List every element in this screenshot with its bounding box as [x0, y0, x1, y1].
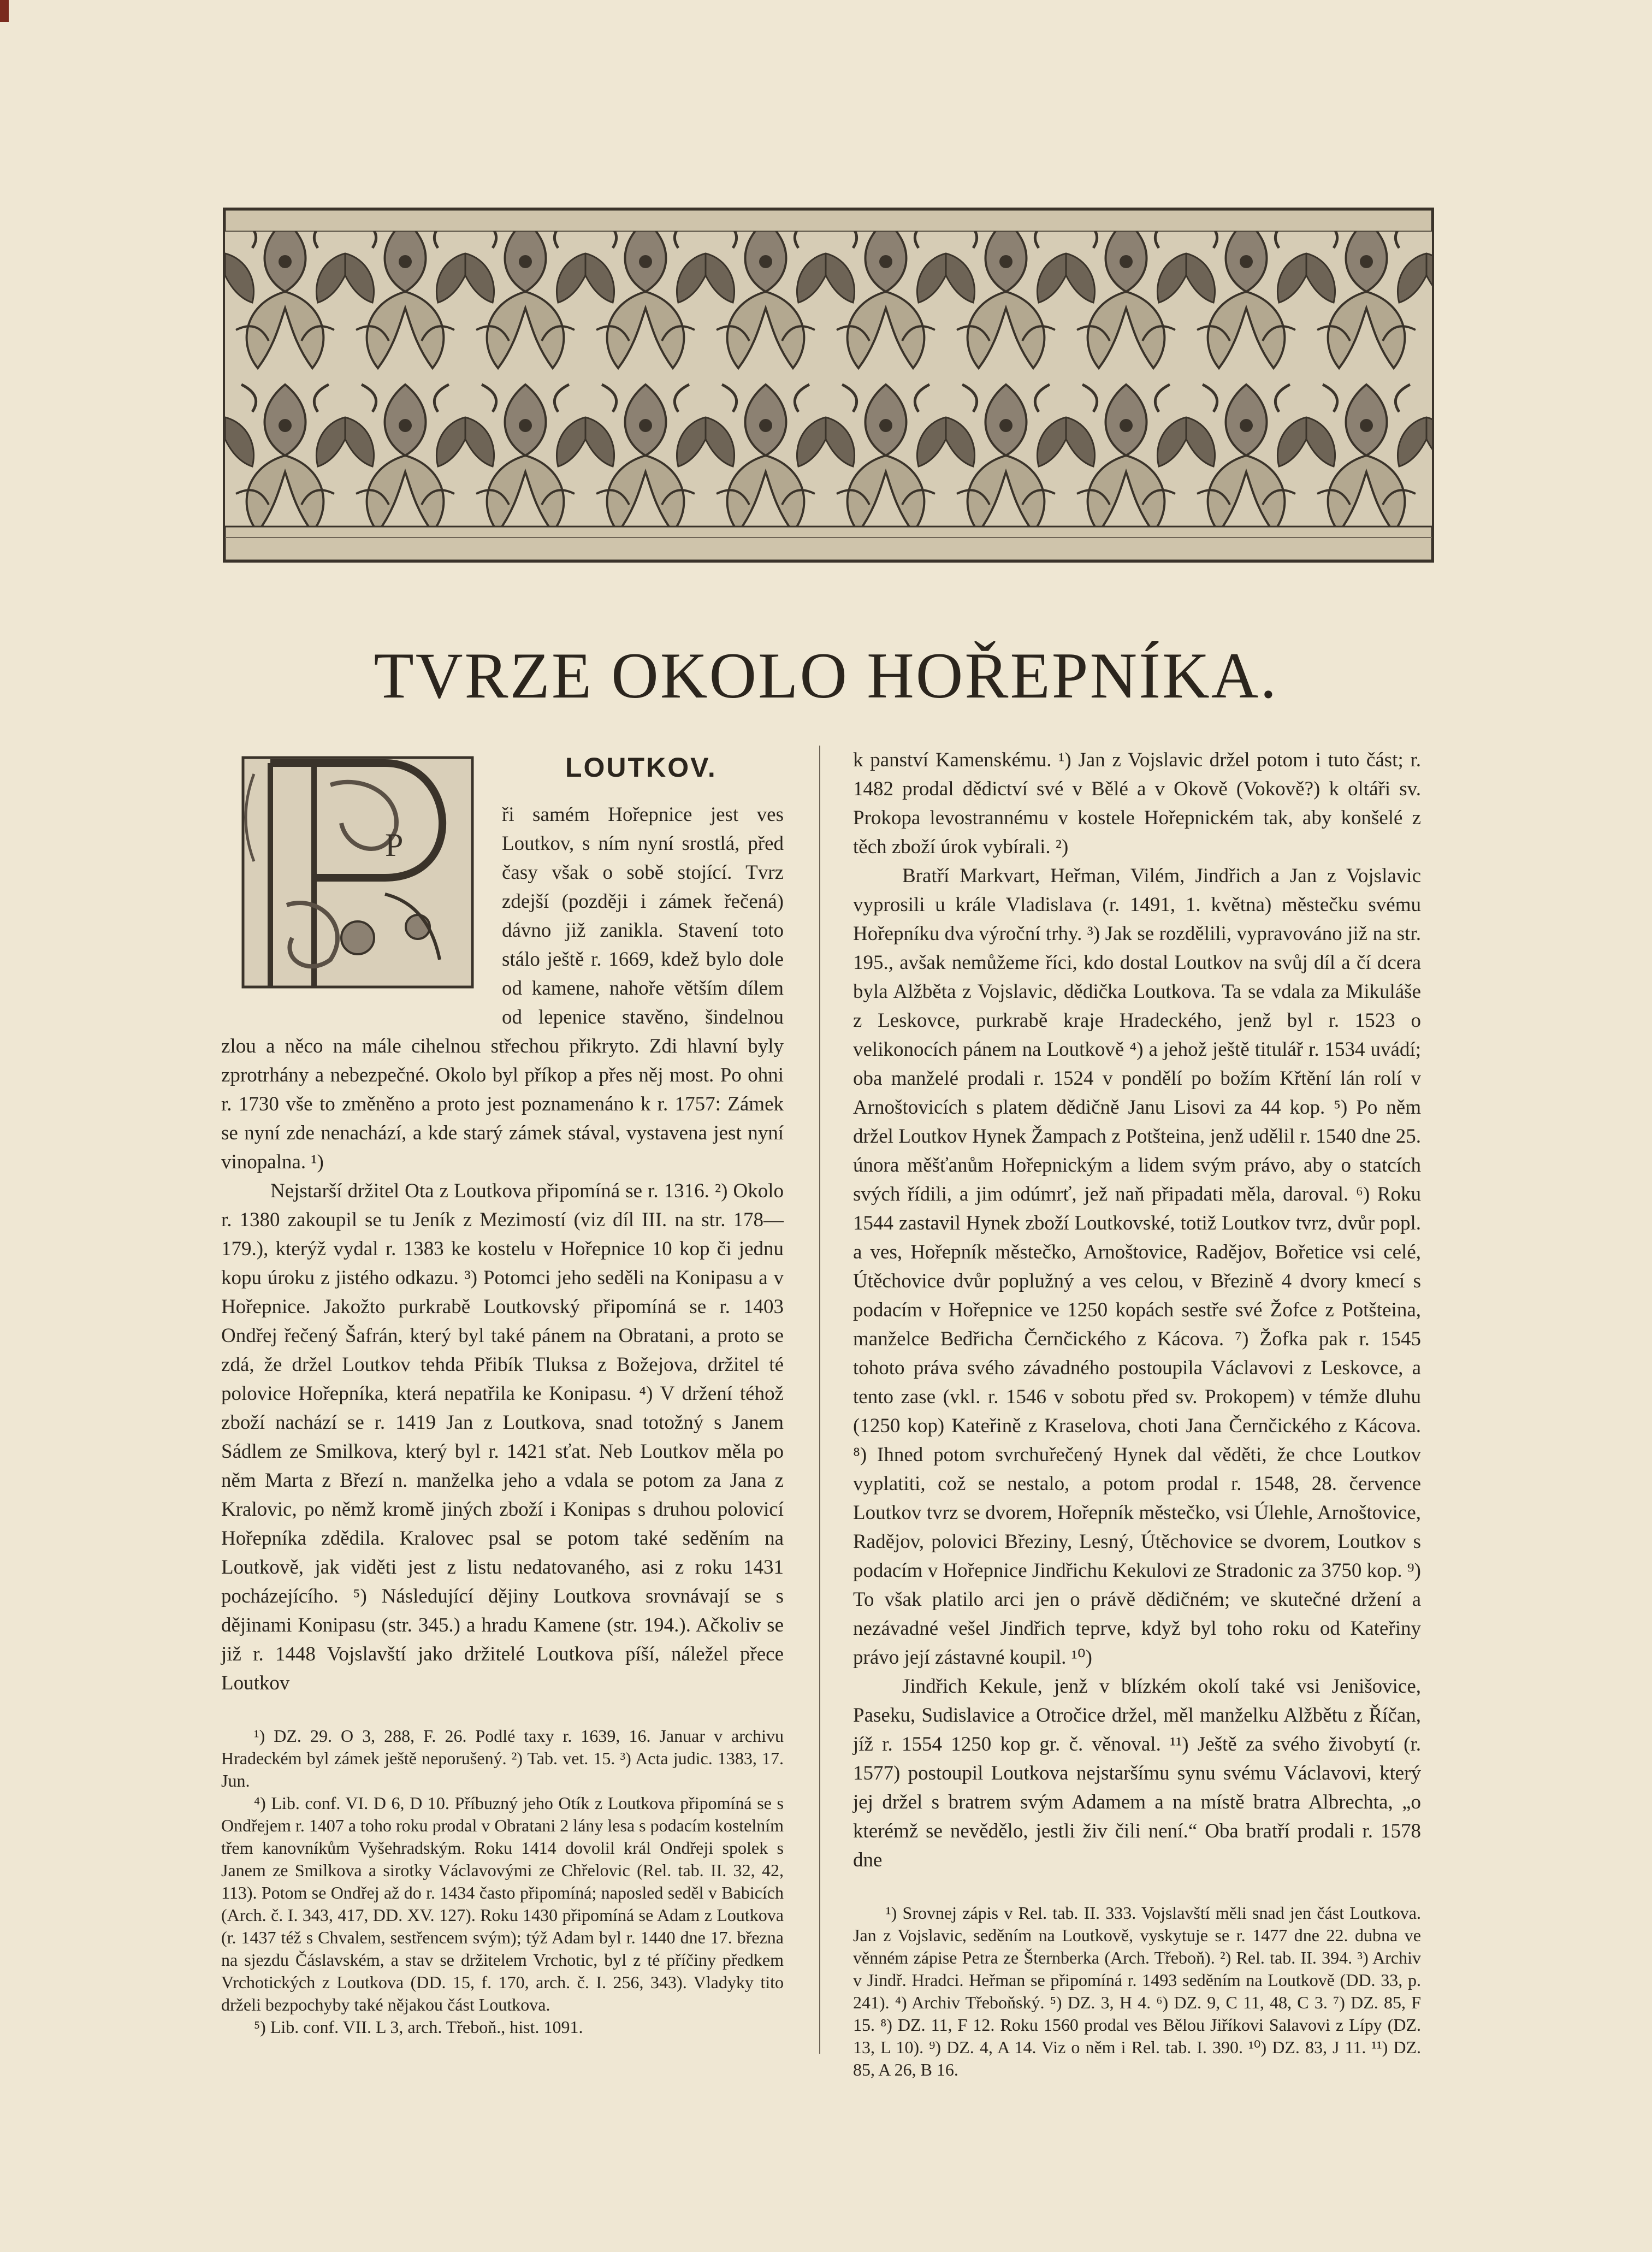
right-paragraph-2: Bratří Markvart, Heřman, Vilém, Jindřich a Jan z Vojslavic vyprosili u krále Vladislava (r. 1491, 1. května) městečku svému Hořepníku dva výroční trhy. ³) Jak se rozdělili, vypravováno již na str. 195., avšak nemůžeme říci, kdo dostal Loutkov na svůj díl a čí dcera byla Alžběta z Vojslavic, dědička Loutkova. Ta se vdala za Mikuláše z Leskovce, purkrabě kraje Hradeckého, jenž byl r. 1523 o velikonocích pánem na Loutkově ⁴) a jehož ještě titulář r. 1534 uvádí; oba manželé prodali r. 1524 v pondělí po božím Křtění lán rolí v Arnoštovicích s platem dědičně Janu Lisovi za 44 kop. ⁵) Po něm držel Loutkov Hynek Žampach z Potšteina, jenž udělil r. 1540 dne 25. února měšťanům Hořepnickým a lidem svým právo, aby o statcích svých řídili, a jim odúmrť, jež naň připadati měla, daroval. ⁶) Roku 1544 zastavil Hynek zboží Loutkovské, totiž Loutkov tvrz, dvůr popl. a ves, Hořepník městečko, Arnoštovice, Radějov, Bořetice vsi celé, Útěchovice dvůr poplužný a ves celou, v Březině 4 dvory kmecí s podacím v Hořepnice ve 1250 kopách sestře své Žofce z Potšteina, manželce Bedřicha Černčického z Kácova. ⁷) Žofka pak r. 1545 tohoto práva svého závadného postoupila Václavovi z Leskovce, a tento zase (vkl. r. 1546 v sobotu před sv. Prokopem) v témže dluhu (1250 kop) Kateřině z Kraselova, choti Jana Černčického z Kácova. ⁸) Ihned potom svrchuřečený Hynek dal věděti, že chce Loutkov vyplatiti, což se nestalo, a potom prodal r. 1548, 28. července Loutkov tvrz se dvorem, Hořepník městečko, vsi Úlehle, Arnoštovice, Radějov, polovici Březiny, Lesný, Útěchovice se dvorem, Loutkov s podacím v Hořepnice Jindřichu Kekulovi ze Stradonic za 3750 kop. ⁹) To však platilo arci jen o právě dědičném; ve skutečné držení a nezávadné vešel Jindřich teprve, když byl toho roku od Kateřiny právo její zástavné koupil. ¹⁰)	[853, 865, 1421, 1669]
right-column	[853, 746, 1421, 2081]
left-paragraph-1: ři samém Hořepnice jest ves Loutkov, s ním nyní srostlá, před časy však o sobě stojící. Tvrz zdejší (později i zámek řečená) dávno již zanikla. Stavení toto stálo ještě r. 1669, kdež bylo dole od kamene, nahoře větším dílem od lepenice stavěno, šindelnou zlou a něco na mále cihelnou střechou přikryto. Zdi hlavní byly zprotrhány a nebezpečné. Okolo byl příkop a přes něj most. Po ohni r. 1730 vše to změněno a proto jest poznamenáno k r. 1757: Zámek se nyní zde nenachází, a kde starý zámek stával, vystavena jest nyní vinopalna. ¹)	[221, 803, 784, 1173]
left-paragraph-2: Nejstarší držitel Ota z Loutkova připomíná se r. 1316. ²) Okolo r. 1380 zakoupil se tu Jeník z Mezimostí (viz díl III. na str. 178—179.), kterýž vydal r. 1383 ke kostelu v Hořepnice 10 kop či jednu kopu úroku z jistého odkazu. ³) Potomci jeho seděli na Konipasu a v Hořepnice. Jakožto purkrabě Loutkovský připomíná se r. 1403 Ondřej řečený Šafrán, který byl také pánem na Obratani, a proto se zdá, že držel Loutkov tehda Přibík Tluksa z Božejova, držitel té polovice Hořepníka, která nepatřila ke Konipasu. ⁴) V držení téhož zboží nachází se r. 1419 Jan z Loutkova, snad totožný s Janem Sádlem ze Smilkova, který byl r. 1421 sťat. Neb Loutkov měla po něm Marta z Březí n. manželka jeho a vdala se potom za Jana z Kralovic, po němž kromě jiných zboží i Konipas s druhou polovicí Hořepníka zdědila. Kralovec psal se potom také seděním na Loutkově, jak viděti jest z listu nedatovaného, asi z roku 1431 pocházejícího. ⁵) Následující dějiny Loutkova srovnávají se s dějinami Konipasu (str. 345.) a hradu Kamene (str. 194.). Ačkoliv se již r. 1448 Vojslavští jako držitelé Loutkova píší, náležel přece Loutkov	[221, 1180, 784, 1694]
column-divider	[819, 746, 820, 2054]
binding-edge-mark	[0, 0, 9, 22]
left-footnote-3: ⁵) Lib. conf. VII. L 3, arch. Třeboň., hist. 1091.	[254, 2017, 583, 2037]
ornamental-frieze-icon	[223, 208, 1434, 563]
left-footnote-1: ¹) DZ. 29. O 3, 288, F. 26. Podlé taxy r. 1639, 16. Januar v archivu Hradeckém byl zámek ještě neporušený. ²) Tab. vet. 15. ³) Acta judic. 1383, 17. Jun.	[221, 1726, 784, 1790]
section-heading: LOUTKOV.	[565, 752, 717, 783]
initial-glyph: P	[385, 827, 404, 863]
right-footnotes	[853, 1902, 1421, 2081]
left-footnotes	[221, 1725, 784, 2038]
right-footnote-1: ¹) Srovnej zápis v Rel. tab. II. 333. Vojslavští měli snad jen část Loutkova. Jan z Vojslavic, seděním na Loutkově, vyskytuje se r. 1477 dne 22. dubna ve věnném zápise Petra ze Šternberka (Arch. Třeboň). ²) Rel. tab. II. 394. ³) Archiv v Jindř. Hradci. Heřman se připomíná r. 1493 seděním na Loutkově (DD. 33, p. 241). ⁴) Archiv Třeboňský. ⁵) DZ. 3, H 4. ⁶) DZ. 9, C 11, 48, C 3. ⁷) DZ. 85, F 15. ⁸) DZ. 11, F 12. Roku 1560 prodal ves Bělou Jiříkovi Salavovi z Lípy (DZ. 13, L 10). ⁹) DZ. 4, A 14. Viz o něm i Rel. tab. I. 390. ¹⁰) DZ. 83, J 11. ¹¹) DZ. 85, A 26, B 16.	[853, 1903, 1421, 2079]
page-title: TVRZE OKOLO HOŘEPNÍKA.	[374, 639, 1278, 712]
initial-letter-icon	[221, 741, 494, 1001]
left-column	[221, 746, 784, 2038]
right-paragraph-3: Jindřich Kekule, jenž v blízkém okolí také vsi Jenišovice, Paseku, Sudislavice a Otročice držel, měl manželku Alžbětu z Říčan, jíž r. 1554 1250 kop gr. č. věnoval. ¹¹) Ještě za svého živobytí (r. 1577) postoupil Loutkova nejstaršímu synu svému Václavovi, který jej držel s bratrem svým Adamem a na místě bratra Albrechta, „o kterémž se nevědělo, jestli živ čili není.“ Oba bratří prodali r. 1578 dne	[853, 1675, 1421, 1871]
left-footnote-2: ⁴) Lib. conf. VI. D 6, D 10. Příbuzný jeho Otík z Loutkova připomíná se s Ondřejem r. 1407 a toho roku prodal v Obratani 2 lány lesa s podacím kostelním třem kanovníkům Vyšehradským. Roku 1414 dovolil král Ondřeji spolek s Janem ze Smilkova a sirotky Václavovými ze Chřelovic (Rel. tab. II. 32, 42, 113). Potom se Ondřej až do r. 1434 často připomíná; naposled seděl v Babicích (Arch. č. I. 343, 417, DD. XV. 127). Roku 1430 připomíná se Adam z Loutkova (r. 1437 též s Chvalem, sestřencem svým); týž Adam byl r. 1440 dne 17. března na sjezdu Čáslavském, a stav se držitelem Vrchotic, byl z té příčiny předkem Vrchotických z Loutkova (DD. 15, f. 170, arch. č. I. 256, 343). Vladyky tito drželi bezpochyby také nějakou část Loutkova.	[221, 1793, 784, 2014]
right-paragraph-1: k panství Kamenskému. ¹) Jan z Vojslavic držel potom i tuto část; r. 1482 prodal dědictví své v Bělé a v Okově (Vokově?) k oltáři sv. Prokopa levostrannému v kostele Hořepnickém tak, aby konšelé z těch zboží úrok vybírali. ²)	[853, 749, 1421, 858]
